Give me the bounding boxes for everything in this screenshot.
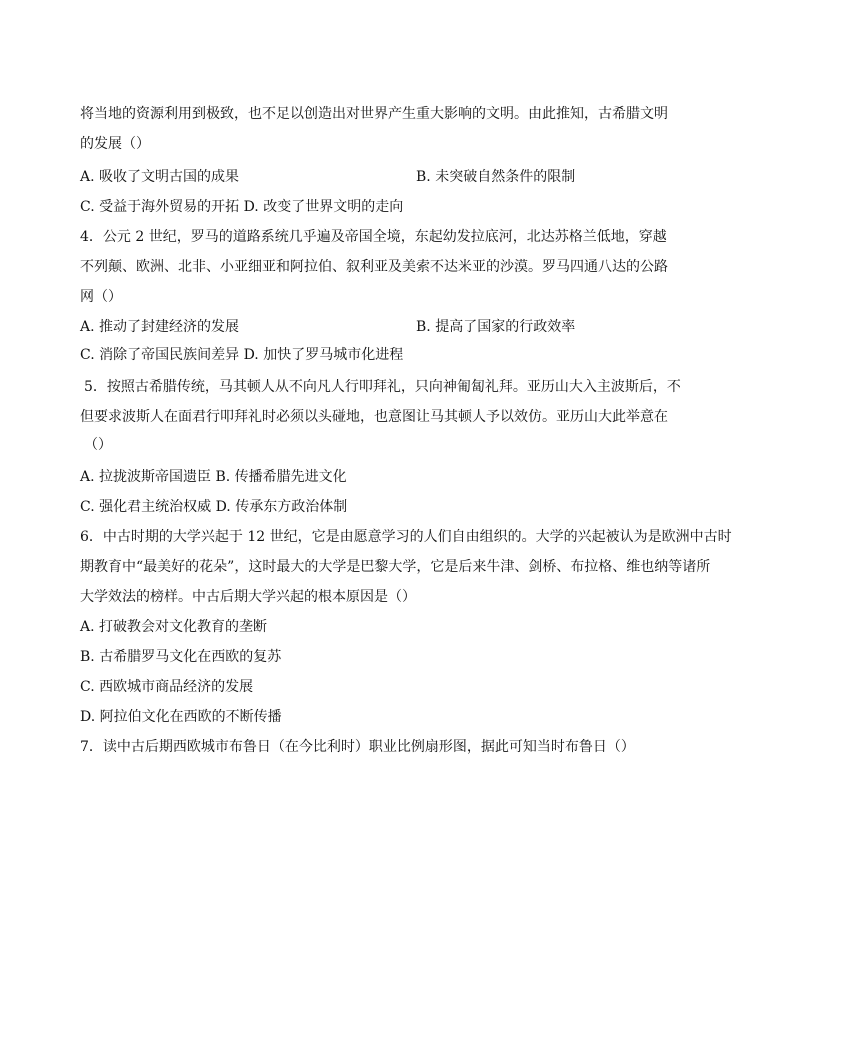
question-5-options-a-b: A. 拉拢波斯帝国遗臣 B. 传播希腊先进文化 — [80, 469, 347, 485]
question-5-stem-line-2: 但要求波斯人在面君行叩拜礼时必须以头碰地，也意图让马其顿人予以效仿。亚历山大此举意在 — [80, 409, 668, 425]
question-4-stem-line-3: 网（） — [80, 289, 122, 305]
question-4-option-a: A. 推动了封建经济的发展 — [80, 319, 240, 335]
question-5-options-c-d: C. 强化君主统治权威 D. 传承东方政治体制 — [80, 499, 348, 515]
question-5-stem-line-3: （） — [84, 437, 112, 453]
question-3-option-b: B. 未突破自然条件的限制 — [416, 169, 576, 185]
question-4-stem-line-2: 不列颠、欧洲、北非、小亚细亚和阿拉伯、叙利亚及美索不达米亚的沙漠。罗马四通八达的公路 — [80, 259, 668, 275]
question-3-stem-line-2: 的发展（） — [80, 136, 150, 152]
question-6-option-c: C. 西欧城市商品经济的发展 — [80, 679, 254, 695]
question-4-option-b: B. 提高了国家的行政效率 — [416, 319, 576, 335]
question-6-stem-line-1: 6．中古时期的大学兴起于 12 世纪，它是由愿意学习的人们自由组织的。大学的兴起被认为是欧洲中古时 — [80, 529, 732, 545]
question-6-stem-line-3: 大学效法的榜样。中古后期大学兴起的根本原因是（） — [80, 589, 416, 605]
question-6-stem-line-2: 期教育中“最美好的花朵”，这时最大的大学是巴黎大学，它是后来牛津、剑桥、布拉格、维也纳等诸所 — [80, 559, 711, 575]
question-5-stem-line-1: 5．按照古希腊传统，马其顿人从不向凡人行叩拜礼，只向神匍匐礼拜。亚历山大入主波斯后，不 — [84, 379, 681, 395]
question-4-options-c-d: C. 消除了帝国民族间差异 D. 加快了罗马城市化进程 — [80, 347, 404, 363]
question-6-option-d: D. 阿拉伯文化在西欧的不断传播 — [80, 709, 282, 725]
question-3-options-c-d: C. 受益于海外贸易的开拓 D. 改变了世界文明的走向 — [80, 199, 404, 215]
question-6-option-a: A. 打破教会对文化教育的垄断 — [80, 619, 268, 635]
question-7-stem-line-1: 7．读中古后期西欧城市布鲁日（在今比利时）职业比例扇形图，据此可知当时布鲁日（） — [80, 739, 635, 755]
question-3-stem-line-1: 将当地的资源利用到极致，也不足以创造出对世界产生重大影响的文明。由此推知，古希腊文明 — [80, 106, 668, 122]
question-3-option-a: A. 吸收了文明古国的成果 — [80, 169, 240, 185]
question-4-stem-line-1: 4．公元 2 世纪，罗马的道路系统几乎遍及帝国全境，东起幼发拉底河，北达苏格兰低地，穿越 — [80, 229, 667, 245]
question-6-option-b: B. 古希腊罗马文化在西欧的复苏 — [80, 649, 282, 665]
